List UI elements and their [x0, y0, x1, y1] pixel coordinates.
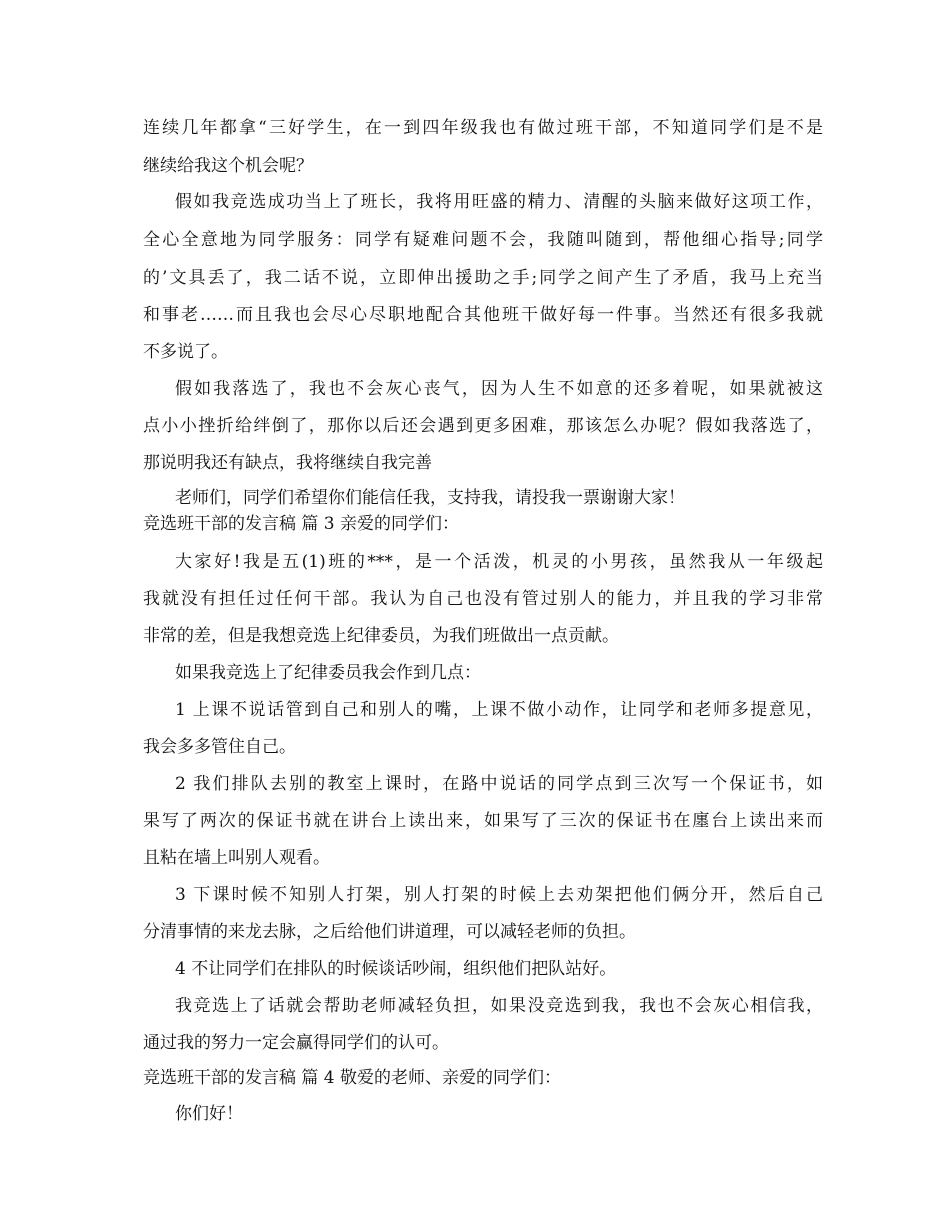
- text-line: 连续几年都拿“三好学生，在一到四年级我也有做过班干部，不知道同学们是不是: [143, 118, 823, 138]
- text-line: 2 我们排队去别的教室上课时，在路中说话的同学点到三次写一个保证书，如: [175, 774, 823, 794]
- text-line: 假如我竞选成功当上了班长，我将用旺盛的精力、清醒的头脑来做好这项工作，: [175, 192, 823, 212]
- text-line: 假如我落选了，我也不会灰心丧气，因为人生不如意的还多着呢，如果就被这: [175, 379, 823, 399]
- text-line: 分清事情的来龙去脉，之后给他们讲道理，可以减轻老师的负担。: [143, 922, 636, 942]
- text-line: 你们好！: [175, 1104, 243, 1124]
- section-heading: 竞选班干部的发言稿 篇 3 亲爱的同学们：: [143, 514, 460, 534]
- text-line: 那说明我还有缺点，我将继续自我完善: [143, 453, 432, 473]
- text-line: 全心全意地为同学服务：同学有疑难问题不会，我随叫随到，帮他细心指导;同学: [143, 230, 823, 250]
- text-line: 1 上课不说话管到自己和别人的嘴，上课不做小动作，让同学和老师多提意见，: [175, 700, 823, 720]
- text-line: 老师们，同学们希望你们能信任我，支持我，请投我一票谢谢大家！: [175, 488, 685, 508]
- text-line: 继续给我这个机会呢？: [143, 156, 313, 176]
- text-line: 不多说了。: [143, 342, 228, 362]
- text-line: 我就没有担任过任何干部。我认为自己也没有管过别人的能力，并且我的学习非常: [143, 589, 823, 609]
- section-heading: 竞选班干部的发言稿 篇 4 敬爱的老师、亲爱的同学们：: [143, 1068, 562, 1088]
- text-line: 大家好!我是五(1)班的***，是一个活泼，机灵的小男孩，虽然我从一年级起: [175, 552, 823, 572]
- text-line: 和事老……而且我也会尽心尽职地配合其他班干做好每一件事。当然还有很多我就: [143, 305, 823, 325]
- text-line: 如果我竞选上了纪律委员我会作到几点：: [175, 663, 481, 683]
- text-line: 果写了两次的保证书就在讲台上读出来，如果写了三次的保证书在廛台上读出来而: [143, 811, 823, 831]
- text-line: 我竞选上了话就会帮助老师减轻负担，如果没竞选到我，我也不会灰心相信我，: [175, 996, 823, 1016]
- text-line: 的’文具丢了，我二话不说，立即伸出援助之手;同学之间产生了矛盾，我马上充当: [143, 268, 823, 288]
- text-line: 3 下课时候不知别人打架，别人打架的时候上去劝架把他们俩分开，然后自己: [175, 885, 823, 905]
- text-line: 4 不让同学们在排队的时候谈话吵闹，组织他们把队站好。: [175, 959, 617, 979]
- text-line: 点小小挫折给绊倒了，那你以后还会遇到更多困难，那该怎么办呢？假如我落选了，: [143, 416, 823, 436]
- text-line: 非常的差，但是我想竞选上纪律委员，为我们班做出一点贡献。: [143, 626, 619, 646]
- text-line: 我会多多管住自己。: [143, 737, 296, 757]
- text-line: 通过我的努力一定会赢得同学们的认可。: [143, 1033, 449, 1053]
- text-line: 且粘在墙上叫别人观看。: [143, 848, 330, 868]
